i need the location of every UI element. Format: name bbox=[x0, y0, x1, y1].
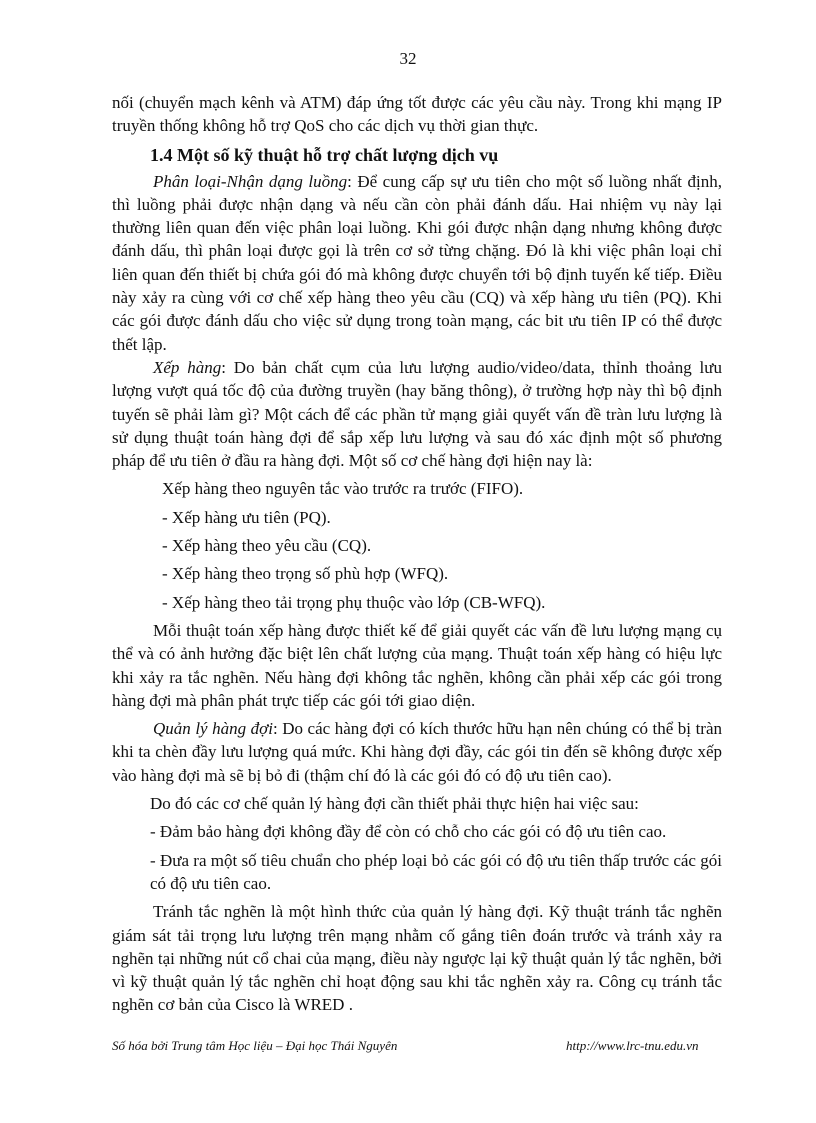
management-item-2: - Đưa ra một số tiêu chuẩn cho phép loại bỏ các gói có độ ưu tiên thấp trước các gói có độ ưu tiên cao. bbox=[150, 850, 722, 893]
intro-paragraph: nối (chuyển mạch kênh và ATM) đáp ứng tốt được các yêu cầu này. Trong khi mạng IP truyền thống không hỗ trợ QoS cho các dịch vụ thời gian thực. bbox=[112, 93, 722, 136]
queue-item-pq: - Xếp hàng ưu tiên (PQ). bbox=[162, 507, 331, 527]
queue-item-cbwfq: - Xếp hàng theo tải trọng phụ thuộc vào lớp (CB-WFQ). bbox=[162, 592, 546, 612]
queuing-term: Xếp hàng bbox=[153, 357, 222, 377]
queue-item-wfq: - Xếp hàng theo trọng số phù hợp (WFQ). bbox=[162, 564, 449, 584]
section-heading: 1.4 Một số kỹ thuật hỗ trợ chất lượng dịch vụ bbox=[150, 144, 499, 165]
management-intro: Do đó các cơ chế quản lý hàng đợi cần thiết phải thực hiện hai việc sau: bbox=[150, 794, 639, 814]
algorithm-paragraph: Mỗi thuật toán xếp hàng được thiết kế để giải quyết các vấn đề lưu lượng mạng cụ thể và có ảnh hưởng đặc biệt lên chất lượng của mạng. Thuật toán xếp hàng có hiệu lực khi xảy ra tắc nghẽn. Nếu hàng đợi không tắc nghẽn, không cần phải xếp các gói trong hàng đợi mà phân phát trực tiếp các gói tới giao diện. bbox=[112, 620, 722, 710]
queue-management-term: Quản lý hàng đợi bbox=[153, 719, 273, 739]
page-number: 32 bbox=[399, 49, 417, 68]
queue-management-paragraph bbox=[112, 717, 722, 787]
classification-text: : Để cung cấp sự ưu tiên cho một số luồng nhất định, thì luồng phải được nhận dạng và nếu cần còn phải đánh dấu. Hai nhiệm vụ này lại thường liên quan đến việc phân loại luồng. Khi gói được nhận dạng nhưng không được đánh dấu, thì phân loại được gọi là trên cơ sở từng chặng. Đó là khi việc phân loại chỉ liên quan đến thiết bị chứa gói đó mà không được chuyển tới bộ định tuyến kế tiếp. Điều này xảy ra cùng với cơ chế xếp hàng theo yêu cầu (CQ) và xếp hàng ưu tiên (PQ). Khi các gói được đánh dấu cho việc sử dụng trong toàn mạng, các bit ưu tiên IP có thể được thết lập. bbox=[112, 171, 722, 354]
avoidance-paragraph: Tránh tắc nghẽn là một hình thức của quản lý hàng đợi. Kỹ thuật tránh tắc nghẽn giám sát tải trọng lưu lượng trên mạng nhằm cố gắng tiên đoán trước và tránh xảy ra nghẽn tại những nút cổ chai của mạng, điều này ngược lại kỹ thuật quản lý tắc nghẽn, bởi vì kỹ thuật quản lý tắc nghẽn chỉ hoạt động sau khi tắc nghẽn xảy ra. Công cụ tránh tắc nghẽn cơ bản của Cisco là WRED . bbox=[112, 902, 722, 1015]
queue-management-text: : Do các hàng đợi có kích thước hữu hạn nên chúng có thể bị tràn khi ta chèn đầy lưu lượng quá mức. Khi hàng đợi đầy, các gói tin đến sẽ không được xếp vào hàng đợi mà sẽ bị bỏ đi (thậm chí đó là các gói đó có độ ưu tiên cao). bbox=[112, 719, 722, 785]
queuing-text: : Do bản chất cụm của lưu lượng audio/video/data, thỉnh thoảng lưu lượng vượt quá tốc độ của đường truyền (hay băng thông), ở trường hợp này thì bộ định tuyến sẽ phải làm gì? Một cách để các phần tử mạng giải quyết vấn đề tràn lưu lượng là sử dụng thuật toán hàng đợi để sắp xếp lưu lượng và sau đó xác định một số phương pháp để ưu tiên ở đầu ra hàng đợi. Một số cơ chế hàng đợi hiện nay là: bbox=[112, 357, 722, 471]
classification-paragraph bbox=[112, 170, 722, 356]
footer-url: http://www.lrc-tnu.edu.vn bbox=[566, 1038, 699, 1053]
document-body bbox=[112, 91, 722, 1017]
queue-item-fifo: Xếp hàng theo nguyên tắc vào trước ra trước (FIFO). bbox=[162, 479, 524, 499]
classification-term: Phân loại-Nhận dạng luồng bbox=[153, 171, 348, 191]
management-item-1: - Đảm bảo hàng đợi không đầy để còn có chỗ cho các gói có độ ưu tiên cao. bbox=[150, 822, 667, 842]
queuing-paragraph bbox=[112, 356, 722, 472]
queue-item-cq: - Xếp hàng theo yêu cầu (CQ). bbox=[162, 536, 372, 556]
footer-source: Số hóa bởi Trung tâm Học liệu – Đại học Thái Nguyên bbox=[112, 1038, 398, 1053]
